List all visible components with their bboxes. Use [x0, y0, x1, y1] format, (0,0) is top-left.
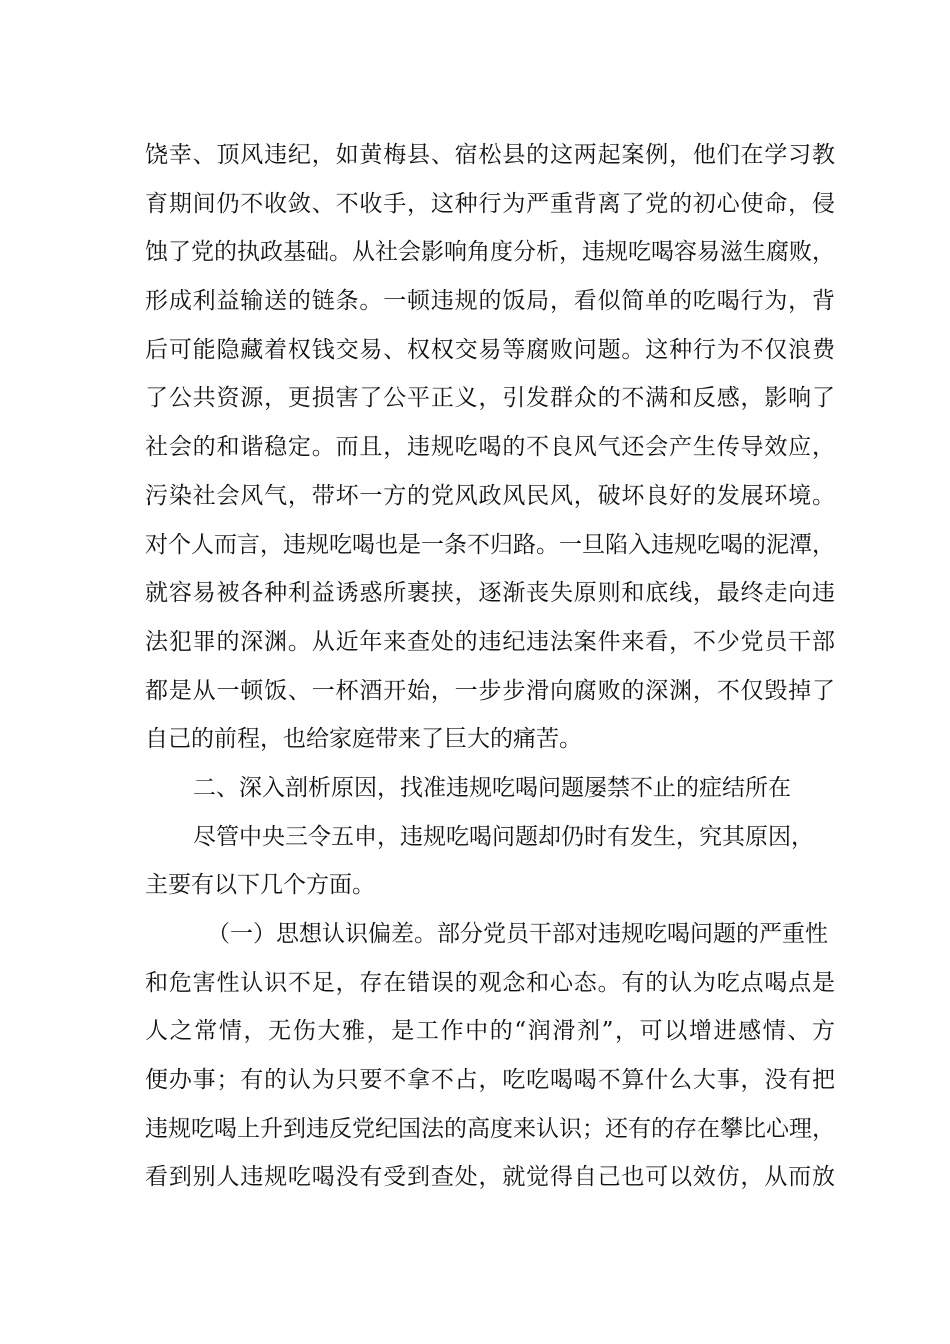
text-line: 就容易被各种利益诱惑所裹挟，逐渐丧失原则和底线，最终走向违	[145, 580, 835, 607]
text-line: 后可能隐藏着权钱交易、权权交易等腐败问题。这种行为不仅浪费	[145, 336, 835, 363]
text-line: 育期间仍不收敛、不收手，这种行为严重背离了党的初心使命，侵	[145, 190, 835, 217]
text-line: 便办事；有的认为只要不拿不占，吃吃喝喝不算什么大事，没有把	[145, 1067, 835, 1094]
text-line: 了公共资源，更损害了公平正义，引发群众的不满和反感，影响了	[145, 385, 835, 412]
text-line: 饶幸、顶风违纪，如黄梅县、宿松县的这两起案例，他们在学习教	[145, 142, 835, 168]
text-line: 蚀了党的执政基础。从社会影响角度分析，违规吃喝容易滋生腐败，	[145, 239, 835, 266]
text-line: 和危害性认识不足，存在错误的观念和心态。有的认为吃点喝点是	[145, 969, 835, 996]
text-line: 人之常情，无伤大雅，是工作中的“润滑剂”，可以增进感情、方	[145, 1018, 835, 1045]
body-text	[145, 131, 835, 1202]
text-line: 法犯罪的深渊。从近年来查处的违纪违法案件来看，不少党员干部	[145, 628, 835, 655]
text-line: 对个人而言，违规吃喝也是一条不归路。一旦陷入违规吃喝的泥潭，	[145, 531, 835, 558]
text-line: 看到别人违规吃喝没有受到查处，就觉得自己也可以效仿，从而放	[145, 1164, 835, 1191]
text-line: 形成利益输送的链条。一顿违规的饭局，看似简单的吃喝行为，背	[145, 288, 835, 315]
text-line: 自己的前程，也给家庭带来了巨大的痛苦。	[145, 726, 582, 753]
text-line: 社会的和谐稳定。而且，违规吃喝的不良风气还会产生传导效应，	[145, 434, 835, 461]
subsection-line: （一）思想认识偏差。部分党员干部对违规吃喝问题的严重性	[207, 921, 828, 947]
text-line: 都是从一顿饭、一杯酒开始，一步步滑向腐败的深渊，不仅毁掉了	[145, 677, 835, 704]
text-line: 违规吃喝上升到违反党纪国法的高度来认识；还有的存在攀比心理，	[145, 1115, 835, 1142]
text-line: 污染社会风气，带坏一方的党风政风民风，破坏良好的发展环境。	[145, 482, 835, 509]
text-line: 尽管中央三令五申，违规吃喝问题却仍时有发生，究其原因，	[193, 823, 814, 850]
section-heading: 二、深入剖析原因，找准违规吃喝问题屡禁不止的症结所在	[193, 774, 791, 801]
text-line: 主要有以下几个方面。	[145, 872, 375, 899]
